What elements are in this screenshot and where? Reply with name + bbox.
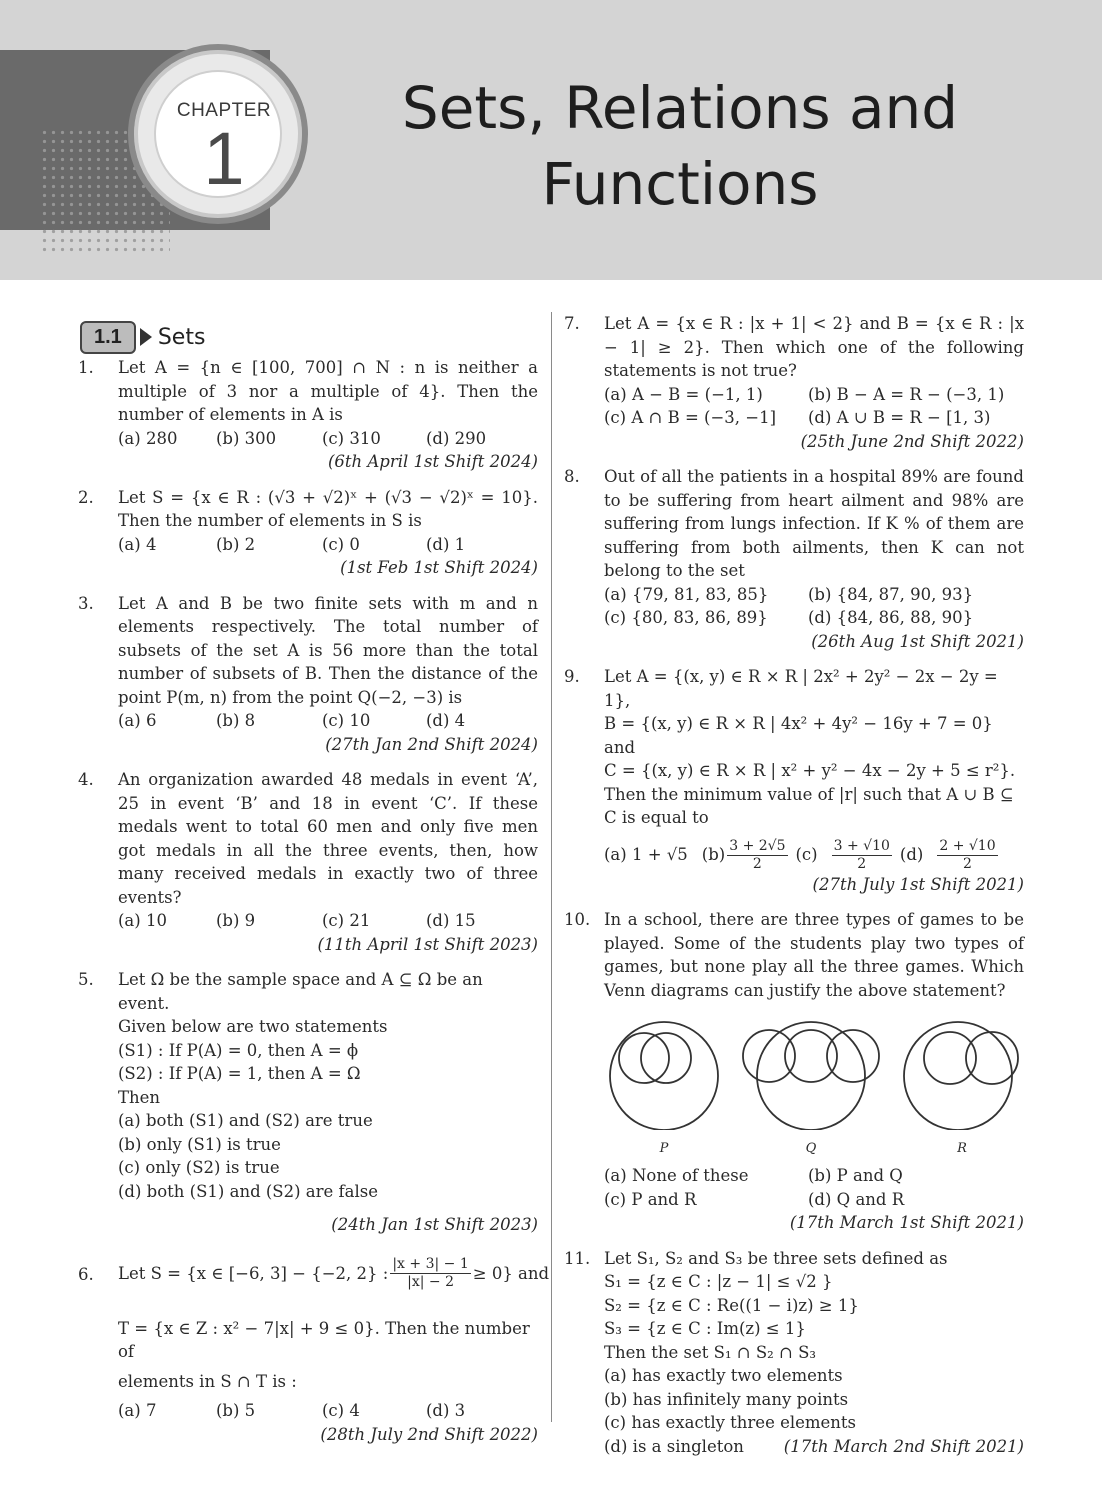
question-number: 3. (78, 593, 94, 613)
option-a: (a) has exactly two elements (604, 1366, 843, 1385)
question-number: 4. (78, 770, 94, 789)
question-line: Let S₁, S₂ and S₃ be three sets defined as (604, 1248, 948, 1268)
option-d: (d) 1 (426, 534, 466, 554)
chapter-number: 1 (203, 117, 245, 200)
option-b: (b) P and Q (808, 1166, 903, 1185)
venn-diagram-r (894, 1012, 1030, 1160)
option-d: (d) 3 (426, 1401, 466, 1420)
option-a: (a) 4 (118, 534, 157, 554)
option-c: (c) 0 (322, 534, 360, 554)
option-d: (d) 4 (426, 711, 466, 730)
question-line: (S2) : If P(A) = 1, then A = Ω (118, 1064, 361, 1083)
question-number: 11. (564, 1248, 591, 1268)
question-source: (11th April 1st Shift 2023) (317, 934, 538, 954)
option-c: (c) A ∩ B = (−3, −1] (604, 408, 777, 427)
option-b-label: (b) (701, 845, 726, 865)
question-line: Let A = {(x, y) ∈ R × R | 2x² + 2y² − 2x − 2y = 1}, (604, 667, 998, 710)
option-a: (a) A − B = (−1, 1) (604, 384, 763, 404)
question-source: (26th Aug 1st Shift 2021) (811, 631, 1024, 651)
options (118, 909, 538, 933)
option-c: (c) 4 (322, 1401, 360, 1420)
question-text: Let S = {x ∈ R : (√3 + √2)ˣ + (√3 − √2)ˣ = 10}. Then the number of elements in S is (118, 487, 538, 530)
option-b: (b) 300 (216, 428, 277, 448)
question-line: B = {(x, y) ∈ R × R | 4x² + 4y² − 16y + 7 = 0} and (604, 714, 993, 757)
venn-diagram-p (600, 1012, 728, 1160)
option-d: (d) {84, 86, 88, 90} (808, 608, 974, 627)
question-number: 8. (564, 467, 580, 486)
option-a: (a) 10 (118, 911, 167, 930)
question-source: (1st Feb 1st Shift 2024) (340, 558, 538, 577)
chapter-title-line2: Functions (541, 150, 819, 218)
last-option-row (604, 1435, 1024, 1459)
question-source: (6th April 1st Shift 2024) (327, 452, 538, 471)
option-c: (c) has exactly three elements (604, 1413, 857, 1432)
set-s-suffix: ≥ 0} and (472, 1263, 550, 1283)
question-text: Out of all the patients in a hospital 89% are found to be suffering from heart ailment and 98% are suffering from lungs infection. If K % of them are suffering from both ailments, then K can not belong to the set (604, 467, 1024, 580)
venn-r-icon (894, 1012, 1030, 1130)
left-column (78, 356, 550, 1458)
chapter-label: CHAPTER (176, 100, 272, 121)
options (604, 383, 1024, 430)
question-line: Then the set S₁ ∩ S₂ ∩ S₃ (604, 1342, 817, 1362)
fraction-numerator: 3 + √10 (833, 837, 890, 854)
fraction-denominator: |x| − 2 (407, 1274, 454, 1290)
set-s-prefix: Let S = {x ∈ [−6, 3] − {−2, 2} : (118, 1263, 389, 1283)
option-d: (d) 290 (426, 428, 487, 448)
question-line: C = {(x, y) ∈ R × R | x² + y² − 4x − 2y + 5 ≤ r²}. (604, 761, 1016, 780)
question-source: (27th July 1st Shift 2021) (812, 874, 1024, 894)
chapter-header (0, 0, 1102, 280)
fraction-denominator: 2 (857, 855, 867, 872)
options (604, 838, 1024, 873)
option-b: (b) 8 (216, 711, 256, 730)
question-11 (564, 1247, 1024, 1459)
option-c: (c) {80, 83, 86, 89} (604, 608, 768, 627)
question-line: Then (118, 1087, 161, 1107)
question-text: An organization awarded 48 medals in event ‘A’, 25 in event ‘B’ and 18 in event ‘C’. If these medals went to total 60 men and only five men got medals in all the three events, then, how many received medals in exactly two of three events? (118, 770, 538, 907)
question-5 (78, 968, 538, 1237)
column-divider (551, 312, 552, 1422)
chapter-title-line1: Sets, Relations and (401, 74, 959, 142)
options (118, 427, 538, 451)
venn-diagrams (600, 1012, 1030, 1160)
option-a: (a) {79, 81, 83, 85} (604, 584, 769, 604)
question-text: Let A = {n ∈ [100, 700] ∩ N : n is neither a multiple of 3 nor a multiple of 4}. Then the number of elements in A is (118, 358, 538, 424)
option-b-fraction (727, 838, 787, 873)
fraction-numerator: 2 + √10 (939, 837, 996, 854)
venn-label: P (659, 1140, 669, 1156)
fraction-numerator: |x + 3| − 1 (392, 1256, 469, 1272)
question-10 (564, 908, 1024, 1235)
option-d-fraction (937, 838, 997, 873)
section-number: 1.1 (80, 321, 136, 354)
option-c: (c) 10 (322, 711, 371, 730)
question-source: (17th March 1st Shift 2021) (789, 1213, 1024, 1232)
option-b: (b) {84, 87, 90, 93} (808, 584, 974, 604)
question-6 (78, 1249, 550, 1447)
option-c: (c) 21 (322, 911, 371, 930)
option-d: (d) both (S1) and (S2) are false (118, 1181, 378, 1201)
options (118, 1399, 538, 1423)
question-source: (25th June 2nd Shift 2022) (800, 431, 1024, 451)
option-a: (a) None of these (604, 1166, 749, 1185)
option-b: (b) 2 (216, 534, 256, 554)
option-b: (b) 9 (216, 911, 256, 930)
set-s-fraction (390, 1256, 470, 1291)
question-line: S₃ = {z ∈ C : Im(z) ≤ 1} (604, 1319, 806, 1338)
set-t-definition: T = {x ∈ Z : x² − 7|x| + 9 ≤ 0}. Then the number of (118, 1318, 530, 1361)
question-source: (27th Jan 2nd Shift 2024) (325, 734, 538, 754)
option-d: (d) A ∪ B = R − [1, 3) (808, 408, 991, 427)
option-a: (a) 6 (118, 711, 157, 730)
set-t-definition-cont: elements in S ∩ T is : (118, 1371, 297, 1391)
question-number: 9. (564, 667, 580, 686)
question-line: Let Ω be the sample space and A ⊆ Ω be an event. (118, 970, 483, 1013)
section-arrow-icon (140, 328, 152, 346)
option-a: (a) 7 (118, 1401, 157, 1420)
question-line: S₂ = {z ∈ C : Re((1 − i)z) ≥ 1} (604, 1295, 859, 1315)
question-2 (78, 486, 538, 580)
chapter-title (380, 70, 980, 222)
venn-q-icon (737, 1012, 885, 1130)
question-number: 6. (78, 1264, 94, 1284)
question-text: In a school, there are three types of games to be played. Some of the students play two types of games, but none play all the three games. Which Venn diagrams can justify the above statement? (604, 910, 1024, 1000)
fraction-denominator: 2 (963, 855, 972, 872)
question-3 (78, 592, 538, 757)
options (604, 583, 1024, 630)
right-column (564, 312, 1024, 1470)
question-7 (564, 312, 1024, 453)
option-d: (d) 15 (426, 911, 476, 930)
option-a: (a) both (S1) and (S2) are true (118, 1111, 373, 1130)
question-source: (28th July 2nd Shift 2022) (320, 1424, 538, 1444)
fraction-numerator: 3 + 2√5 (729, 837, 786, 854)
option-b: (b) 5 (216, 1401, 256, 1420)
question-line: (S1) : If P(A) = 0, then A = ϕ (118, 1040, 359, 1060)
option-d: (d) Q and R (808, 1189, 905, 1209)
options (604, 1164, 1024, 1211)
option-d-label: (d) (899, 845, 924, 865)
venn-diagram-q (737, 1012, 885, 1160)
question-line: Then the minimum value of |r| such that A ∪ B ⊆ C is equal to (604, 784, 1014, 827)
question-9 (564, 665, 1024, 896)
option-c: (c) 310 (322, 428, 381, 448)
option-c-label: (c) (795, 845, 818, 865)
question-4 (78, 768, 538, 956)
fraction-denominator: 2 (752, 855, 762, 872)
option-a: (a) 1 + √5 (604, 845, 688, 865)
option-b: (b) has infinitely many points (604, 1389, 849, 1409)
venn-p-icon (600, 1012, 728, 1130)
question-source: (17th March 2nd Shift 2021) (783, 1436, 1024, 1456)
venn-label: R (957, 1140, 967, 1156)
question-number: 2. (78, 487, 94, 507)
question-number: 1. (78, 358, 94, 377)
options (118, 709, 538, 733)
venn-label: Q (805, 1140, 817, 1156)
set-s-definition (118, 1249, 550, 1299)
question-source: (24th Jan 1st Shift 2023) (331, 1215, 538, 1234)
question-8 (564, 465, 1024, 653)
options (118, 533, 538, 557)
option-b: (b) only (S1) is true (118, 1134, 281, 1154)
question-number: 5. (78, 970, 94, 989)
question-line: Given below are two statements (118, 1017, 388, 1036)
question-line: S₁ = {z ∈ C : |z − 1| ≤ √2 } (604, 1272, 833, 1291)
option-c: (c) P and R (604, 1189, 697, 1209)
question-number: 7. (564, 314, 580, 333)
question-number: 10. (564, 910, 591, 929)
question-text: Let A and B be two finite sets with m and n elements respectively. The total number of subsets of the set A is 56 more than the total number of subsets of B. Then the distance of the point P(m, n) from the point Q(−2, −3) is (118, 593, 538, 707)
chapter-badge (128, 44, 308, 224)
question-text: Let A = {x ∈ R : |x + 1| < 2} and B = {x ∈ R : |x − 1| ≥ 2}. Then which one of the following statements is not true? (604, 314, 1024, 380)
option-c: (c) only (S2) is true (118, 1158, 280, 1177)
option-c-fraction (832, 838, 892, 873)
question-1 (78, 356, 538, 474)
section-name: Sets (157, 324, 206, 350)
option-b: (b) B − A = R − (−3, 1) (808, 384, 1005, 404)
option-a: (a) 280 (118, 428, 178, 448)
section-heading (80, 320, 205, 354)
option-d: (d) is a singleton (604, 1436, 744, 1456)
